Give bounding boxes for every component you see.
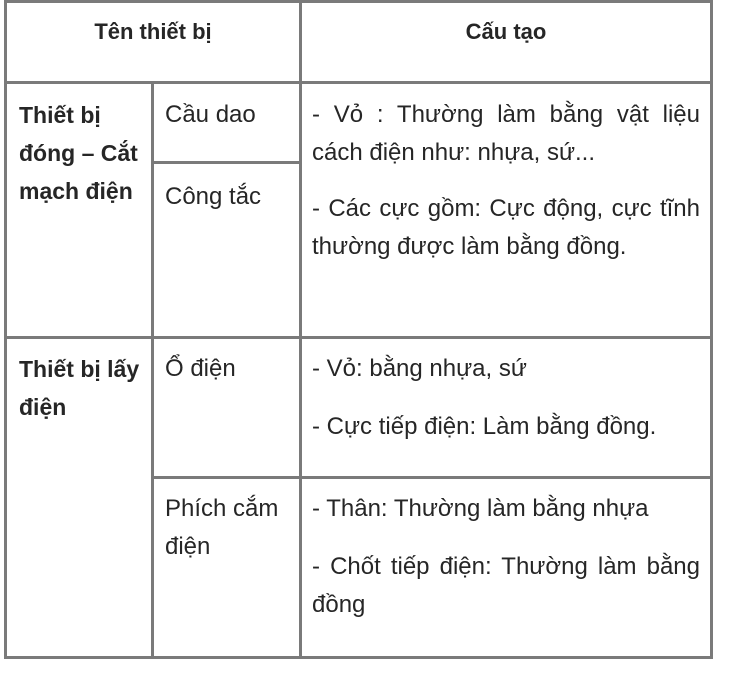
device-knife-switch: Cầu dao [165, 101, 256, 128]
table-border-left [4, 0, 7, 659]
category-power-outlet-devices: Thiết bị lấy điện [19, 356, 140, 420]
table-border-top [4, 0, 713, 3]
device-wall-switch: Công tắc [165, 183, 262, 210]
structure-text-plug [312, 490, 700, 624]
structure-line-contacts: - Các cực gồm: Cực động, cực tĩnh thường được làm bằng đồng. [312, 195, 700, 260]
header-device-name: Tên thiết bị [94, 19, 212, 44]
structure-line-plug-body: - Thân: Thường làm bằng nhựa [312, 495, 649, 522]
structure-line-plug-pins: - Chốt tiếp điện: Thường làm bằng đồng [312, 553, 700, 618]
structure-text-socket [312, 350, 700, 446]
device-socket: Ổ điện [165, 355, 236, 382]
category-switching-devices: Thiết bị đóng – Cắt mạch điện [19, 102, 138, 204]
column-divider-main [299, 0, 302, 659]
table-border-bottom [4, 656, 713, 659]
structure-line-casing: - Vỏ : Thường làm bằng vật liệu cách điện như: nhựa, sứ... [312, 101, 700, 166]
device-plug: Phích cắm điện [165, 495, 279, 560]
structure-line-socket-casing: - Vỏ: bằng nhựa, sứ [312, 355, 527, 382]
group-divider [4, 336, 713, 339]
column-divider-device [151, 84, 154, 659]
header-divider [4, 81, 713, 84]
table-border-right [710, 0, 713, 659]
device-divider-1 [152, 161, 300, 164]
structure-text-group1 [312, 96, 700, 266]
device-divider-2 [152, 476, 713, 479]
header-structure: Cấu tạo [465, 19, 547, 44]
structure-line-socket-contacts: - Cực tiếp điện: Làm bằng đồng. [312, 413, 657, 440]
device-structure-table [4, 0, 713, 659]
